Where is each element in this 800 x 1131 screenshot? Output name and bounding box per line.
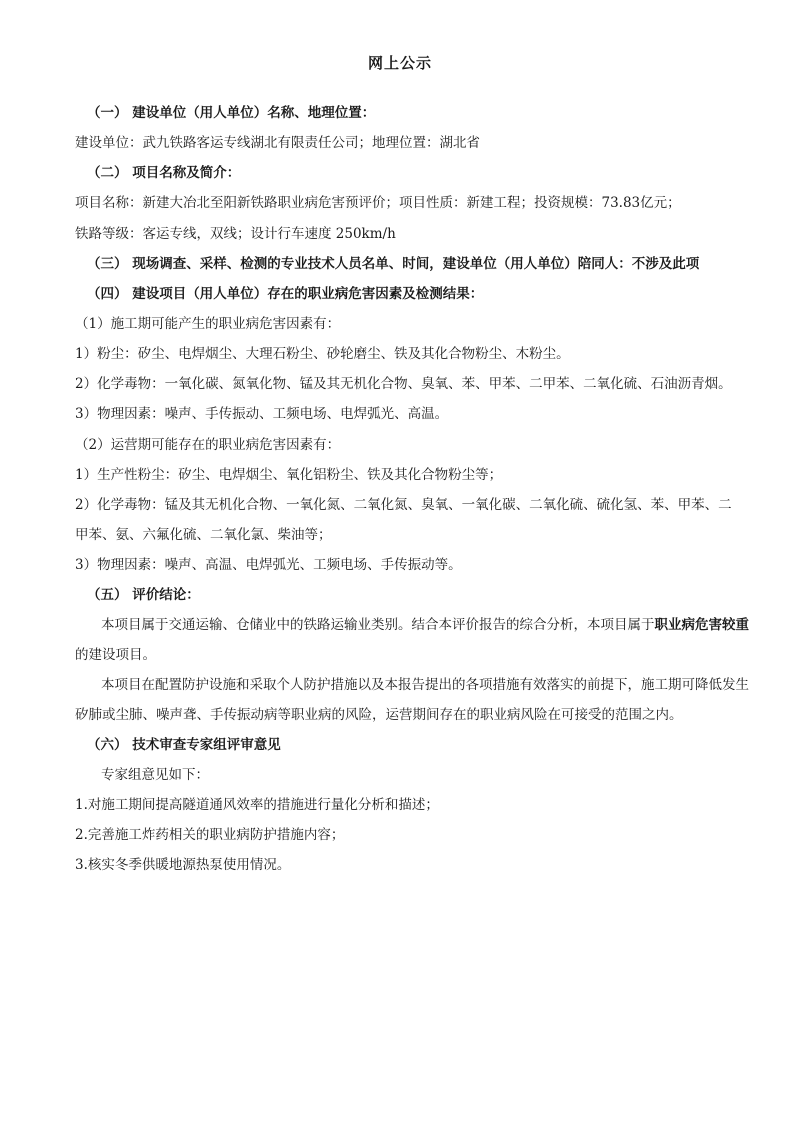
section-4-para-2-item-2-line-1: 2）化学毒物：锰及其无机化合物、一氧化氮、二氧化氮、臭氧、一氧化碳、二氧化硫、硫化氢、苯、甲苯、二 bbox=[75, 497, 732, 513]
section-5-para-2-line-2: 矽肺或尘肺、噪声聋、手传振动病等职业病的风险，运营期间存在的职业病风险在可接受的范围之内。 bbox=[75, 707, 683, 723]
section-6-intro: 专家组意见如下： bbox=[101, 767, 209, 783]
section-4-para-1: （1）施工期可能产生的职业病危害因素有： bbox=[75, 316, 341, 332]
section-4-para-1-item-3: 3）物理因素：噪声、手传振动、工频电场、电焊弧光、高温。 bbox=[75, 406, 449, 422]
section-5-para-1-line-1 bbox=[101, 616, 749, 634]
section-1-heading: （一） 建设单位（用人单位）名称、地理位置： bbox=[87, 105, 376, 121]
section-5-para-2-line-1: 本项目在配置防护设施和采取个人防护措施以及本报告提出的各项措施有效落实的前提下，施工期可降低发生 bbox=[101, 677, 749, 693]
section-4-para-2-item-3: 3）物理因素：噪声、高温、电焊弧光、工频电场、手传振动等。 bbox=[75, 557, 462, 573]
section-2-heading: （二） 项目名称及简介： bbox=[87, 165, 241, 181]
section-6-item-2: 2.完善施工炸药相关的职业病防护措施内容； bbox=[75, 827, 345, 843]
section-4-para-1-item-2: 2）化学毒物：一氧化碳、氮氧化物、锰及其无机化合物、臭氧、苯、甲苯、二甲苯、二氧化硫、石油沥青烟。 bbox=[75, 376, 732, 392]
section-2-body-line-2: 铁路等级：客运专线，双线；设计行车速度 250km/h bbox=[75, 226, 396, 242]
section-4-para-2-item-1: 1）生产性粉尘：矽尘、电焊烟尘、氧化铝粉尘、铁及其化合物粉尘等； bbox=[75, 467, 503, 483]
section-5-para-1-line-2: 的建设项目。 bbox=[75, 647, 156, 663]
section-3-heading: （三） 现场调查、采样、检测的专业技术人员名单、时间，建设单位（用人单位）陪同人：不涉及此项 bbox=[87, 256, 700, 272]
section-1-body: 建设单位：武九铁路客运专线湖北有限责任公司；地理位置：湖北省 bbox=[75, 135, 480, 151]
section-5-para-1-text: 本项目属于交通运输、仓储业中的铁路运输业类别。结合本评价报告的综合分析，本项目属于 bbox=[101, 617, 655, 633]
section-6-heading: （六） 技术审查专家组评审意见 bbox=[87, 737, 281, 753]
section-6-item-3: 3.核实冬季供暖地源热泵使用情况。 bbox=[75, 857, 291, 873]
section-4-para-2-item-2-line-2: 甲苯、氨、六氟化硫、二氧化氯、柴油等； bbox=[75, 527, 332, 543]
section-5-emphasis: 职业病危害较重 bbox=[654, 617, 749, 633]
page-title: 网上公示 bbox=[367, 54, 432, 72]
section-4-heading: （四） 建设项目（用人单位）存在的职业病危害因素及检测结果： bbox=[87, 286, 484, 302]
section-4-para-2: （2）运营期可能存在的职业病危害因素有： bbox=[75, 437, 341, 453]
section-2-body-line-1: 项目名称：新建大冶北至阳新铁路职业病危害预评价；项目性质：新建工程；投资规模：73.83亿元； bbox=[75, 195, 681, 211]
section-6-item-1: 1.对施工期间提高隧道通风效率的措施进行量化分析和描述； bbox=[75, 797, 439, 813]
section-4-para-1-item-1: 1）粉尘：矽尘、电焊烟尘、大理石粉尘、砂轮磨尘、铁及其化合物粉尘、木粉尘。 bbox=[75, 346, 570, 362]
section-5-heading: （五） 评价结论： bbox=[87, 587, 200, 603]
